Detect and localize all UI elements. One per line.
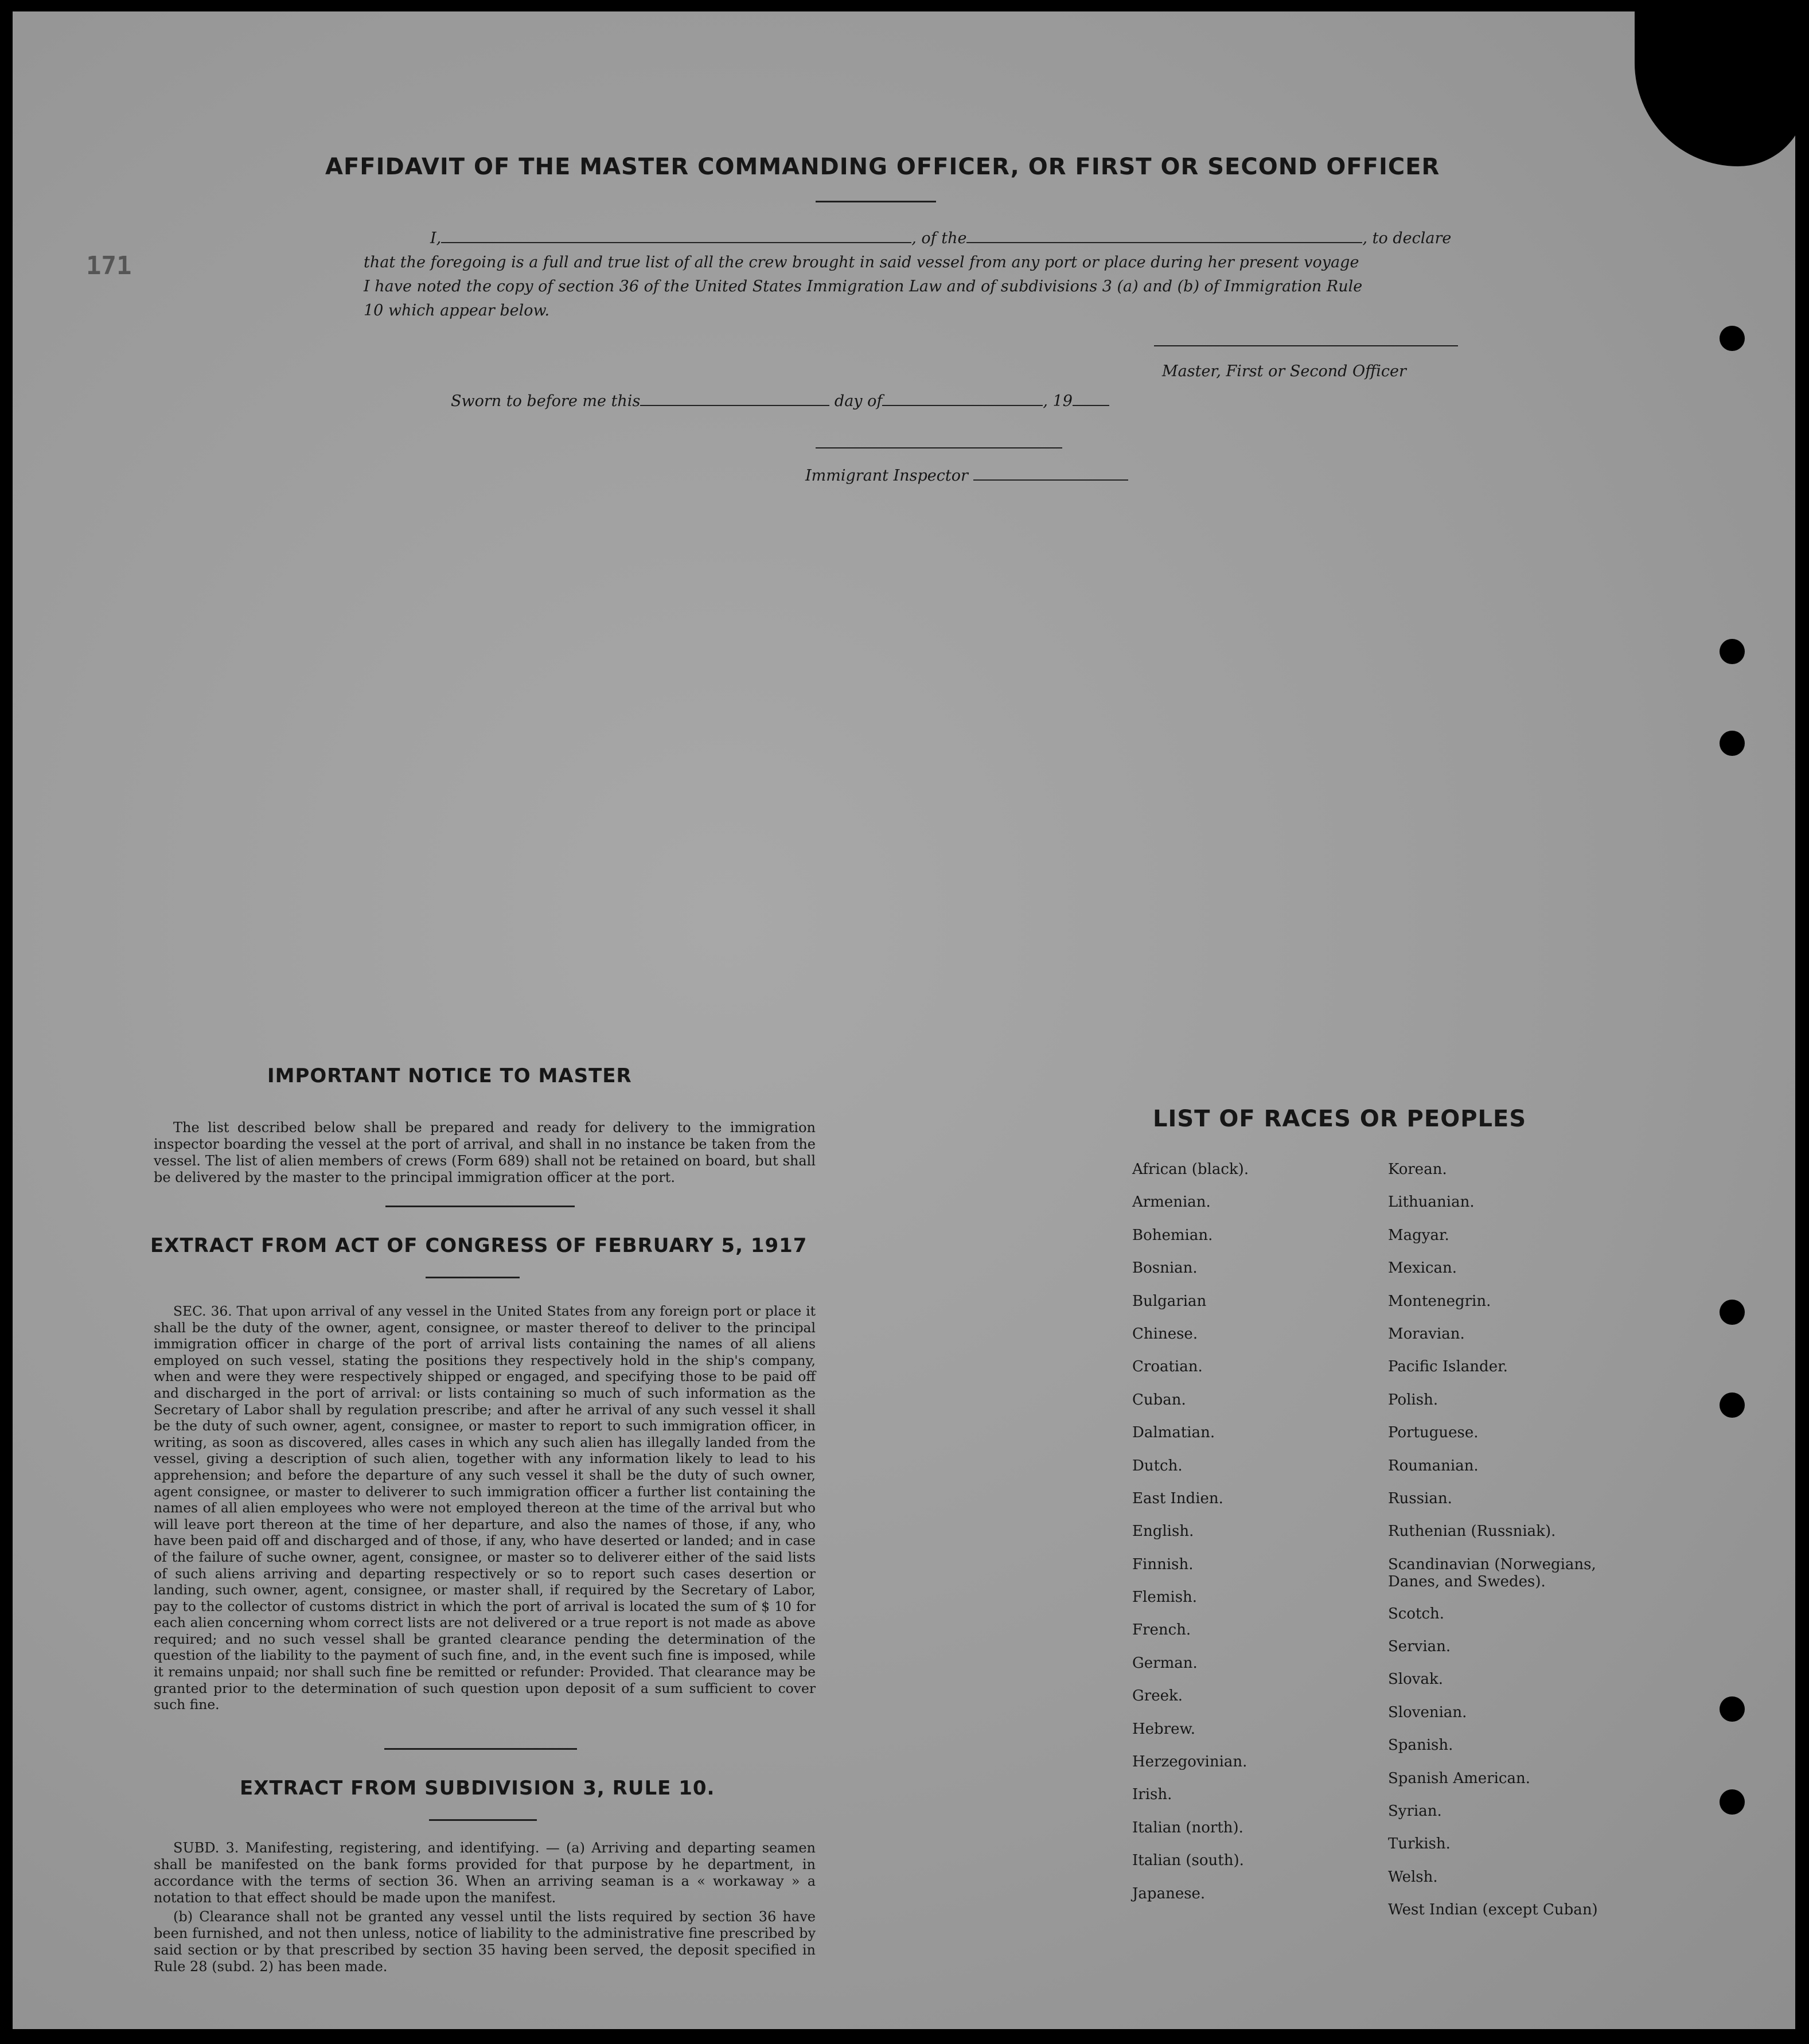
affidavit-line-1: I, , of the , to declare (430, 229, 1452, 247)
race-item: Scotch. (1388, 1605, 1445, 1622)
notice-text: The list described below shall be prepared and ready for delivery to the immigration inspector boarding the vessel at the port of arrival, and shall in no instance be taken from the vessel. The list of alien members of crews (Form 689) shall not be retained on board, but shall be delivered by the master to the principal immigration officer at the port. (154, 1119, 816, 1185)
race-item: Spanish. (1388, 1737, 1453, 1754)
race-item: Italian (south). (1132, 1852, 1244, 1870)
notice-rule (385, 1206, 575, 1207)
page-number-mark: 171 (86, 251, 132, 280)
rule-extract-rule (429, 1819, 537, 1821)
binder-hole-icon (1720, 1392, 1745, 1418)
race-item: Bohemian. (1132, 1226, 1213, 1244)
race-item: Irish. (1132, 1786, 1172, 1804)
notice-title: IMPORTANT NOTICE TO MASTER (267, 1064, 632, 1087)
binder-hole-icon (1720, 731, 1745, 756)
race-item: Mexican. (1388, 1259, 1457, 1277)
race-item: Ruthenian (Russniak). (1388, 1523, 1556, 1540)
inspector-signature-line (816, 447, 1062, 448)
race-item: Servian. (1388, 1638, 1451, 1656)
race-item: Herzegovinian. (1132, 1753, 1247, 1771)
race-item: Turkish. (1388, 1835, 1451, 1853)
race-item: Cuban. (1132, 1391, 1186, 1409)
race-item: African (black). (1132, 1161, 1249, 1178)
race-item: Bulgarian (1132, 1292, 1207, 1310)
race-item: Croatian. (1132, 1358, 1203, 1376)
affidavit-title: AFFIDAVIT OF THE MASTER COMMANDING OFFICER, OR FIRST OR SECOND OFFICER (325, 154, 1440, 180)
race-item: Pacific Islander. (1388, 1358, 1508, 1376)
race-item: Armenian. (1132, 1193, 1211, 1211)
inspector-line: Immigrant Inspector (805, 467, 1128, 485)
act-extract-rule (426, 1277, 520, 1278)
race-item: Syrian. (1388, 1803, 1442, 1820)
race-item: Greek. (1132, 1687, 1183, 1705)
binder-hole-icon (1720, 639, 1745, 664)
races-title: LIST OF RACES OR PEOPLES (1153, 1106, 1527, 1132)
race-item: Montenegrin. (1388, 1292, 1491, 1310)
manifest-page (13, 11, 1795, 2029)
sworn-line: Sworn to before me this day of , 19 (451, 392, 1109, 410)
race-item: Dutch. (1132, 1457, 1183, 1475)
race-item: Slovenian. (1388, 1703, 1467, 1721)
race-item: Magyar. (1388, 1226, 1449, 1244)
binder-hole-icon (1720, 1300, 1745, 1325)
race-item: Japanese. (1132, 1885, 1206, 1902)
act-extract-title: EXTRACT FROM ACT OF CONGRESS OF FEBRUARY 5, 1917 (150, 1234, 808, 1257)
race-item: Dalmatian. (1132, 1424, 1215, 1442)
race-item: Hebrew. (1132, 1720, 1195, 1738)
affidavit-line-2: that the foregoing is a full and true list of all the crew brought in said vessel from any port or place during her present voyage (364, 253, 1359, 271)
race-item: Spanish American. (1388, 1769, 1531, 1787)
rule-extract-text-b: (b) Clearance shall not be granted any vessel until the lists required by section 36 have been furnished, and not then unless, notice of liability to the administrative fine prescribed by said section or by that prescribed by section 35 having been served, the deposit specified in Rule 28 (subd. 2) has been made. (154, 1909, 816, 1975)
torn-corner (1635, 11, 1795, 166)
race-item: Italian (north). (1132, 1819, 1243, 1836)
race-item: Lithuanian. (1388, 1193, 1475, 1211)
act-extract-text: SEC. 36. That upon arrival of any vessel in the United States from any foreign port or place it shall be the duty of the owner, agent, consignee, or master thereof to deliver to the principal immigration officer in charge of the port of arrival lists containing the names of all aliens employed on such vessel, stating the positions they respectively hold in the ship's company, when and were they were respectively shipped or engaged, and specifying those to be paid off and discharged in the port of arrival: or lists containing so much of such information as the Secretary of Labor shall by regulation prescribe; and after he arrival of any such vessel it shall be the duty of such owner, agent, consignee, or master to report to such immigration officer, in writing, as soon as discovered, alles cases in which any such alien has illegally landed from the vessel, giving a description of such alien, together with any information likely to lead to his apprehension; and before the departure of any such vessel it shall be the duty of such owner, agent consignee, or master to deliverer to such immigration officer a further list containing the names of all alien employees who were not employed thereon at the time of the arrival but who will leave port thereon at the time of her departure, and also the names of those, if any, who have been paid off and discharged and of those, if any, who have deserted or landed; and in case of the failure of suche owner, agent, consignee, or master so to deliverer either of the said lists of such aliens arriving and departing respectively or so to report such cases desertion or landing, such owner, agent, consignee, or master shall, if required by the Secretary of Labor, pay to the collector of customs district in which the port of arrival is located the sum of $ 10 for each alien concerning whom correct lists are not delivered or a true report is not made as above required; and no such vessel shall be granted clearance pending the determination of the question of the liability to the payment of such fine, and, in the event such fine is imposed, while it remains unpaid; nor shall such fine be remitted or refunder: Provided. That clearance may be granted prior to the determination of such question upon deposit of a sum sufficient to cover such fine. (154, 1303, 816, 1713)
race-item: German. (1132, 1654, 1198, 1672)
race-item: Korean. (1388, 1161, 1447, 1178)
rule-extract-text-a: SUBD. 3. Manifesting, registering, and identifying. — (a) Arriving and departing seamen shall be manifested on the bank forms provided for that purpose by he department, in accordance with the terms of section 36. When an arriving seaman is a « workaway » a notation to that effect should be made upon the manifest. (154, 1840, 816, 1906)
races-list-left (1132, 1161, 1249, 1918)
binder-hole-icon (1720, 1789, 1745, 1815)
races-list-right (1388, 1161, 1640, 1934)
signature-line (1154, 345, 1458, 346)
rule-extract-title: EXTRACT FROM SUBDIVISION 3, RULE 10. (240, 1777, 715, 1800)
race-item: Polish. (1388, 1391, 1438, 1409)
title-rule (816, 201, 936, 202)
race-item: French. (1132, 1621, 1191, 1639)
rule-extract-rule-top (384, 1748, 577, 1750)
race-item: Slovak. (1388, 1671, 1443, 1688)
race-item: Roumanian. (1388, 1457, 1479, 1475)
race-item: Welsh. (1388, 1868, 1438, 1886)
binder-hole-icon (1720, 1696, 1745, 1722)
affidavit-line-3: I have noted the copy of section 36 of the United States Immigration Law and of subdivisions 3 (a) and (b) of Immigration Rule (364, 278, 1363, 295)
race-item: Scandinavian (Norwegians, Danes, and Swedes). (1388, 1555, 1596, 1590)
race-item: English. (1132, 1523, 1194, 1540)
race-item: East Indien. (1132, 1489, 1223, 1507)
binder-hole-icon (1720, 326, 1745, 351)
race-item: Portuguese. (1388, 1424, 1479, 1442)
race-item: Finnish. (1132, 1555, 1194, 1573)
signature-label: Master, First or Second Officer (1162, 362, 1406, 380)
race-item: Flemish. (1132, 1589, 1198, 1606)
race-item: Russian. (1388, 1489, 1452, 1507)
race-item: Chinese. (1132, 1325, 1198, 1343)
race-item: Bosnian. (1132, 1259, 1198, 1277)
race-item: West Indian (except Cuban) (1388, 1901, 1598, 1919)
race-item: Moravian. (1388, 1325, 1465, 1343)
affidavit-line-4: 10 which appear below. (364, 302, 550, 319)
